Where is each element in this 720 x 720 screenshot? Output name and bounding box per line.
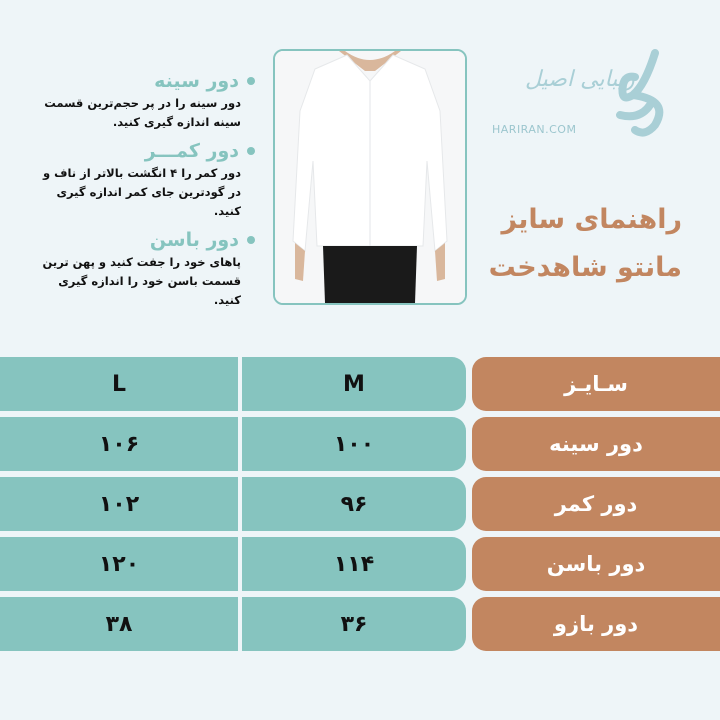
- measurement-tips: [40, 68, 255, 316]
- title-line-2: مانتو شاهدخت: [488, 252, 682, 283]
- cell-l: ۱۲۰: [0, 537, 238, 591]
- header-l: L: [0, 357, 238, 411]
- row-label: دور کمر: [472, 477, 720, 531]
- bullet-icon: [247, 77, 255, 85]
- logo-script-text: زیبایی اصیل: [525, 67, 635, 92]
- tip-heading: [40, 138, 255, 164]
- tip-heading-text: دور کمـــر: [144, 140, 239, 162]
- tip-text: دور کمر را ۴ انگشت بالاتر از ناف و در گودترین جای کمر اندازه گیری کنید.: [42, 166, 241, 218]
- bullet-icon: [247, 236, 255, 244]
- header-m: M: [242, 357, 466, 411]
- cell-m: ۹۶: [242, 477, 466, 531]
- title-line-1: راهنمای سایز: [501, 204, 682, 235]
- table-row: [0, 537, 720, 591]
- cell-m: ۱۰۰: [242, 417, 466, 471]
- cell-m: ۳۶: [242, 597, 466, 651]
- tip-text: دور سینه را در پر حجم‌ترین قسمت سینه اندازه گیری کنید.: [44, 96, 241, 129]
- table-row: [0, 597, 720, 651]
- page-title: [489, 196, 682, 292]
- tip-heading-text: دور سینه: [154, 70, 239, 92]
- tip-heading-text: دور باسن: [149, 229, 239, 251]
- tip-text: پاهای خود را جفت کنید و پهن ترین قسمت باسن خود را اندازه گیری کنید.: [42, 255, 241, 307]
- product-photo: [273, 49, 467, 305]
- cell-m: ۱۱۴: [242, 537, 466, 591]
- brand-logo: [492, 45, 680, 140]
- header-size-label: سـایـز: [472, 357, 720, 411]
- table-row: [0, 477, 720, 531]
- bullet-icon: [247, 147, 255, 155]
- row-label: دور بازو: [472, 597, 720, 651]
- tip-heading: [40, 68, 255, 94]
- row-label: دور سینه: [472, 417, 720, 471]
- row-label: دور باسن: [472, 537, 720, 591]
- table-header-row: [0, 357, 720, 411]
- table-row: [0, 417, 720, 471]
- cell-l: ۱۰۶: [0, 417, 238, 471]
- cell-l: ۳۸: [0, 597, 238, 651]
- logo-url: HARIRAN.COM: [492, 123, 577, 136]
- cell-l: ۱۰۲: [0, 477, 238, 531]
- shirt-illustration-icon: [275, 51, 465, 303]
- tip-heading: [40, 227, 255, 253]
